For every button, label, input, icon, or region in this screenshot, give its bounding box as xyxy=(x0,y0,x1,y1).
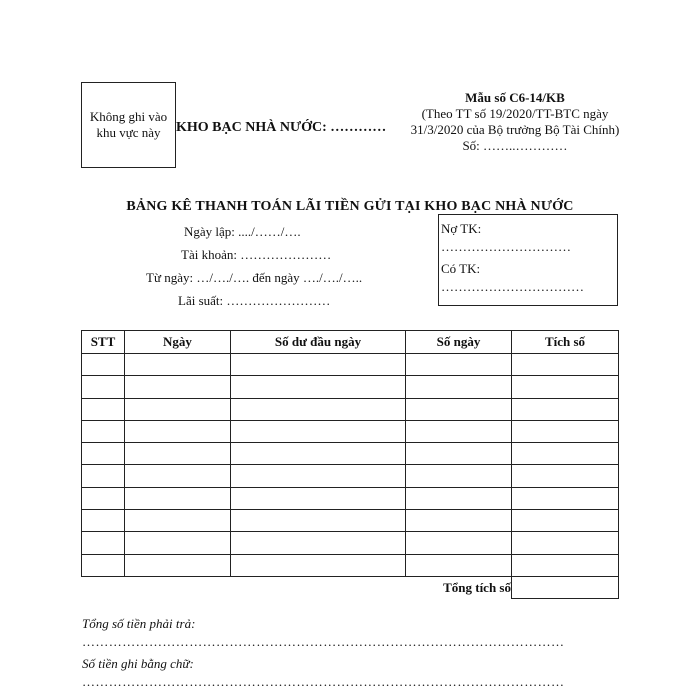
table-cell[interactable] xyxy=(82,487,125,509)
credit-account-dots: …………………………… xyxy=(441,279,584,294)
table-row xyxy=(82,354,619,376)
table-cell[interactable] xyxy=(406,376,512,398)
table-cell[interactable] xyxy=(231,398,406,420)
restricted-area-box xyxy=(81,82,176,168)
amount-in-words-label: Số tiền ghi bằng chữ: xyxy=(82,656,194,671)
table-cell[interactable] xyxy=(82,376,125,398)
table-cell[interactable] xyxy=(82,554,125,576)
table-cell[interactable] xyxy=(406,532,512,554)
table-cell[interactable] xyxy=(231,554,406,576)
table-cell[interactable] xyxy=(125,443,231,465)
table-cell[interactable] xyxy=(231,487,406,509)
table-cell[interactable] xyxy=(512,554,619,576)
table-cell[interactable] xyxy=(512,443,619,465)
total-due-label: Tổng số tiền phải trả: xyxy=(82,616,196,631)
table-cell[interactable] xyxy=(406,420,512,442)
total-product-cell[interactable] xyxy=(512,576,619,598)
table-cell[interactable] xyxy=(125,487,231,509)
table-row xyxy=(82,554,619,576)
account-field: Tài khoản: ………………… xyxy=(181,247,332,262)
form-info-block xyxy=(400,90,630,154)
header-date: Ngày xyxy=(125,331,231,354)
table-cell[interactable] xyxy=(406,487,512,509)
table-cell[interactable] xyxy=(406,354,512,376)
table-row xyxy=(82,443,619,465)
table-cell[interactable] xyxy=(82,354,125,376)
table-cell[interactable] xyxy=(512,465,619,487)
table-cell[interactable] xyxy=(82,532,125,554)
table-cell[interactable] xyxy=(231,376,406,398)
table-cell[interactable] xyxy=(231,443,406,465)
table-cell[interactable] xyxy=(125,532,231,554)
table-cell[interactable] xyxy=(82,398,125,420)
table-cell[interactable] xyxy=(125,420,231,442)
debit-account-dots: ………………………… xyxy=(441,239,571,254)
table-cell[interactable] xyxy=(512,354,619,376)
table-cell[interactable] xyxy=(125,465,231,487)
table-row xyxy=(82,398,619,420)
total-product-label: Tổng tích số xyxy=(82,576,512,598)
header-day-count: Số ngày xyxy=(406,331,512,354)
table-cell[interactable] xyxy=(512,376,619,398)
table-cell[interactable] xyxy=(231,510,406,532)
table-cell[interactable] xyxy=(82,443,125,465)
table-cell[interactable] xyxy=(406,510,512,532)
table-row xyxy=(82,510,619,532)
interest-ledger-table xyxy=(81,330,619,599)
table-cell[interactable] xyxy=(125,354,231,376)
header-stt: STT xyxy=(82,331,125,354)
table-row xyxy=(82,465,619,487)
header-product: Tích số xyxy=(512,331,619,354)
table-row xyxy=(82,376,619,398)
debit-account-label: Nợ TK: xyxy=(441,221,482,236)
table-cell[interactable] xyxy=(512,420,619,442)
table-header-row xyxy=(82,331,619,354)
account-box xyxy=(438,214,618,306)
table-cell[interactable] xyxy=(231,532,406,554)
table-cell[interactable] xyxy=(125,398,231,420)
table-cell[interactable] xyxy=(512,487,619,509)
restricted-area-text: Không ghi vào khu vực này xyxy=(89,109,168,140)
credit-account-label: Có TK: xyxy=(441,261,481,276)
table-cell[interactable] xyxy=(512,532,619,554)
table-cell[interactable] xyxy=(406,554,512,576)
table-cell[interactable] xyxy=(125,376,231,398)
table-cell[interactable] xyxy=(231,354,406,376)
amount-in-words-line: ……………………………………………………………………………………………… xyxy=(82,674,565,689)
table-cell[interactable] xyxy=(231,465,406,487)
table-cell[interactable] xyxy=(82,510,125,532)
table-row xyxy=(82,420,619,442)
total-due-line: ……………………………………………………………………………………………… xyxy=(82,634,565,649)
document-title: BẢNG KÊ THANH TOÁN LÃI TIỀN GỬI TẠI KHO BẠC NHÀ NƯỚC xyxy=(126,199,574,214)
table-cell[interactable] xyxy=(406,398,512,420)
table-row xyxy=(82,532,619,554)
form-number: Số: ……..………… xyxy=(462,138,568,153)
header-opening-balance: Số dư đầu ngày xyxy=(231,331,406,354)
table-cell[interactable] xyxy=(512,510,619,532)
table-body xyxy=(82,354,619,577)
table-cell[interactable] xyxy=(82,465,125,487)
interest-rate-field: Lãi suất: …………………… xyxy=(178,293,331,308)
total-row xyxy=(82,576,619,598)
table-cell[interactable] xyxy=(406,465,512,487)
table-cell[interactable] xyxy=(125,510,231,532)
treasury-label: KHO BẠC NHÀ NƯỚC: ………… xyxy=(176,120,387,135)
table-cell[interactable] xyxy=(231,420,406,442)
table-row xyxy=(82,487,619,509)
table-cell[interactable] xyxy=(512,398,619,420)
table-cell[interactable] xyxy=(406,443,512,465)
period-field: Từ ngày: …/…./…. đến ngày …./…./….. xyxy=(146,270,363,285)
form-reference: (Theo TT số 19/2020/TT-BTC ngày 31/3/2020 của Bộ trưởng Bộ Tài Chính) xyxy=(410,106,620,137)
form-code: Mẫu số C6-14/KB xyxy=(465,90,565,105)
date-created-field: Ngày lập: ..../……/…. xyxy=(184,224,301,239)
table-cell[interactable] xyxy=(82,420,125,442)
table-cell[interactable] xyxy=(125,554,231,576)
